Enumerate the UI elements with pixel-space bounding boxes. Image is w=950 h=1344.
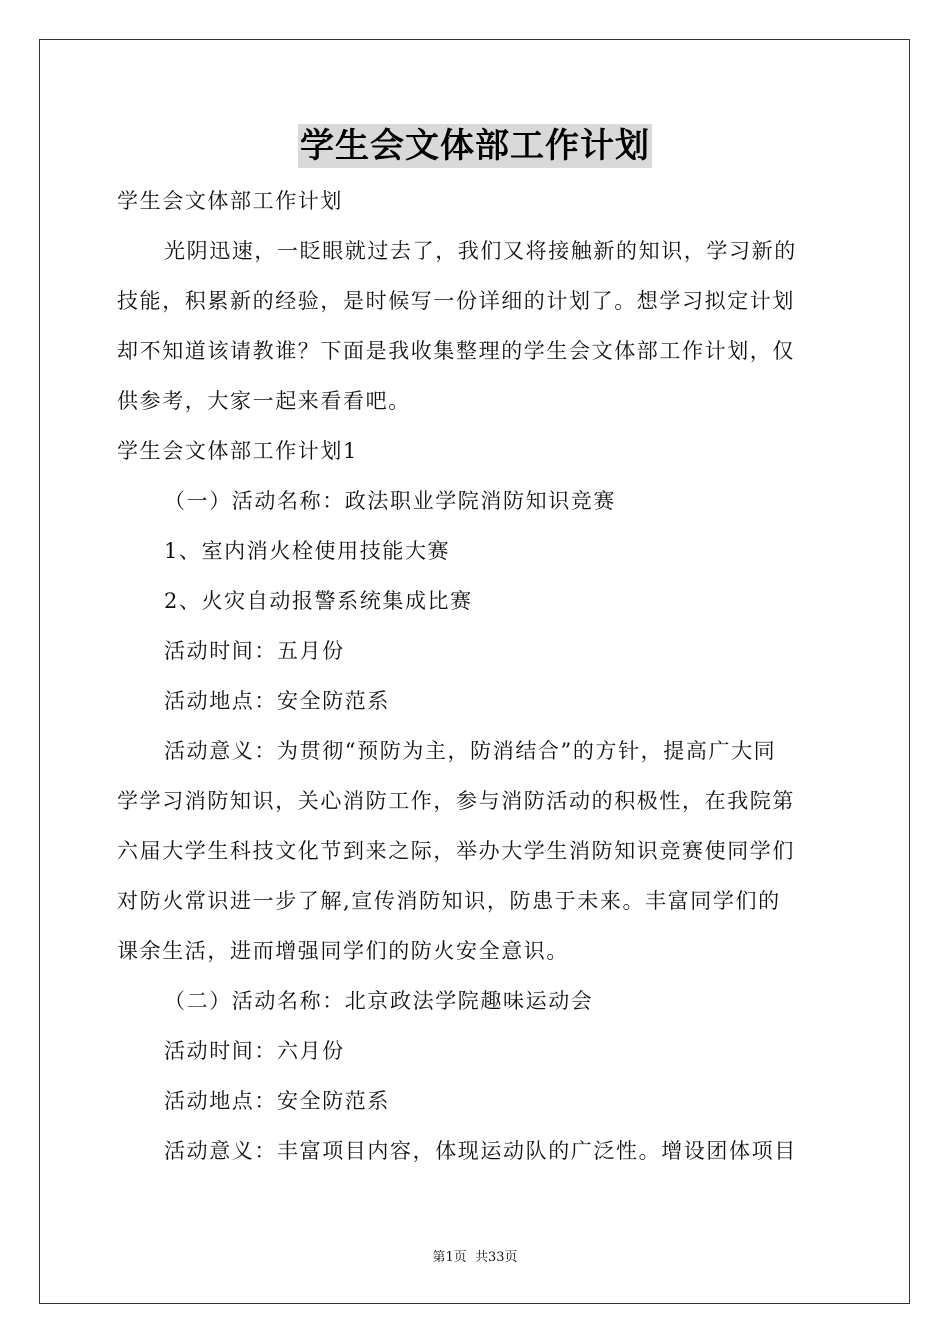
paragraph-line: 技能，积累新的经验，是时候写一份详细的计划了。想学习拟定计划: [117, 289, 795, 313]
title-container: [0, 124, 950, 168]
page-number: 第1页: [432, 1250, 467, 1265]
paragraph-line: 六届大学生科技文化节到来之际，举办大学生消防知识竞赛使同学们: [117, 839, 795, 863]
document-title: 学生会文体部工作计划: [300, 126, 650, 166]
paragraph-line: 供参考，大家一起来看看吧。: [117, 389, 411, 413]
paragraph-line: 课余生活，进而增强同学们的防火安全意识。: [117, 939, 569, 963]
paragraph-line: 活动意义：为贯彻“预防为主，防消结合”的方针，提高广大同: [164, 739, 777, 763]
page-footer: [0, 1246, 950, 1265]
list-item: 2、火灾自动报警系统集成比赛: [164, 589, 473, 613]
paragraph-line: 光阴迅速，一眨眼就过去了，我们又将接触新的知识，学习新的: [164, 239, 797, 263]
activity-location: 活动地点：安全防范系: [164, 689, 390, 713]
activity-name: （二）活动名称：北京政法学院趣味运动会: [164, 989, 594, 1013]
document-body: [117, 176, 833, 1176]
subtitle-line: 学生会文体部工作计划: [117, 189, 343, 213]
paragraph-line: 学学习消防知识，关心消防工作，参与消防活动的积极性，在我院第: [117, 789, 795, 813]
list-item: 1、室内消火栓使用技能大赛: [164, 539, 451, 563]
paragraph-line: 活动意义：丰富项目内容，体现运动队的广泛性。增设团体项目: [164, 1139, 797, 1163]
activity-time: 活动时间：六月份: [164, 1039, 345, 1063]
paragraph-line: 却不知道该请教谁？下面是我收集整理的学生会文体部工作计划，仅: [117, 339, 795, 363]
total-pages: 共33页: [474, 1250, 518, 1265]
activity-time: 活动时间：五月份: [164, 639, 345, 663]
activity-name: （一）活动名称：政法职业学院消防知识竞赛: [164, 489, 616, 513]
activity-location: 活动地点：安全防范系: [164, 1089, 390, 1113]
section-heading: 学生会文体部工作计划1: [117, 439, 358, 463]
paragraph-line: 对防火常识进一步了解,宣传消防知识，防患于未来。丰富同学们的: [117, 889, 781, 913]
